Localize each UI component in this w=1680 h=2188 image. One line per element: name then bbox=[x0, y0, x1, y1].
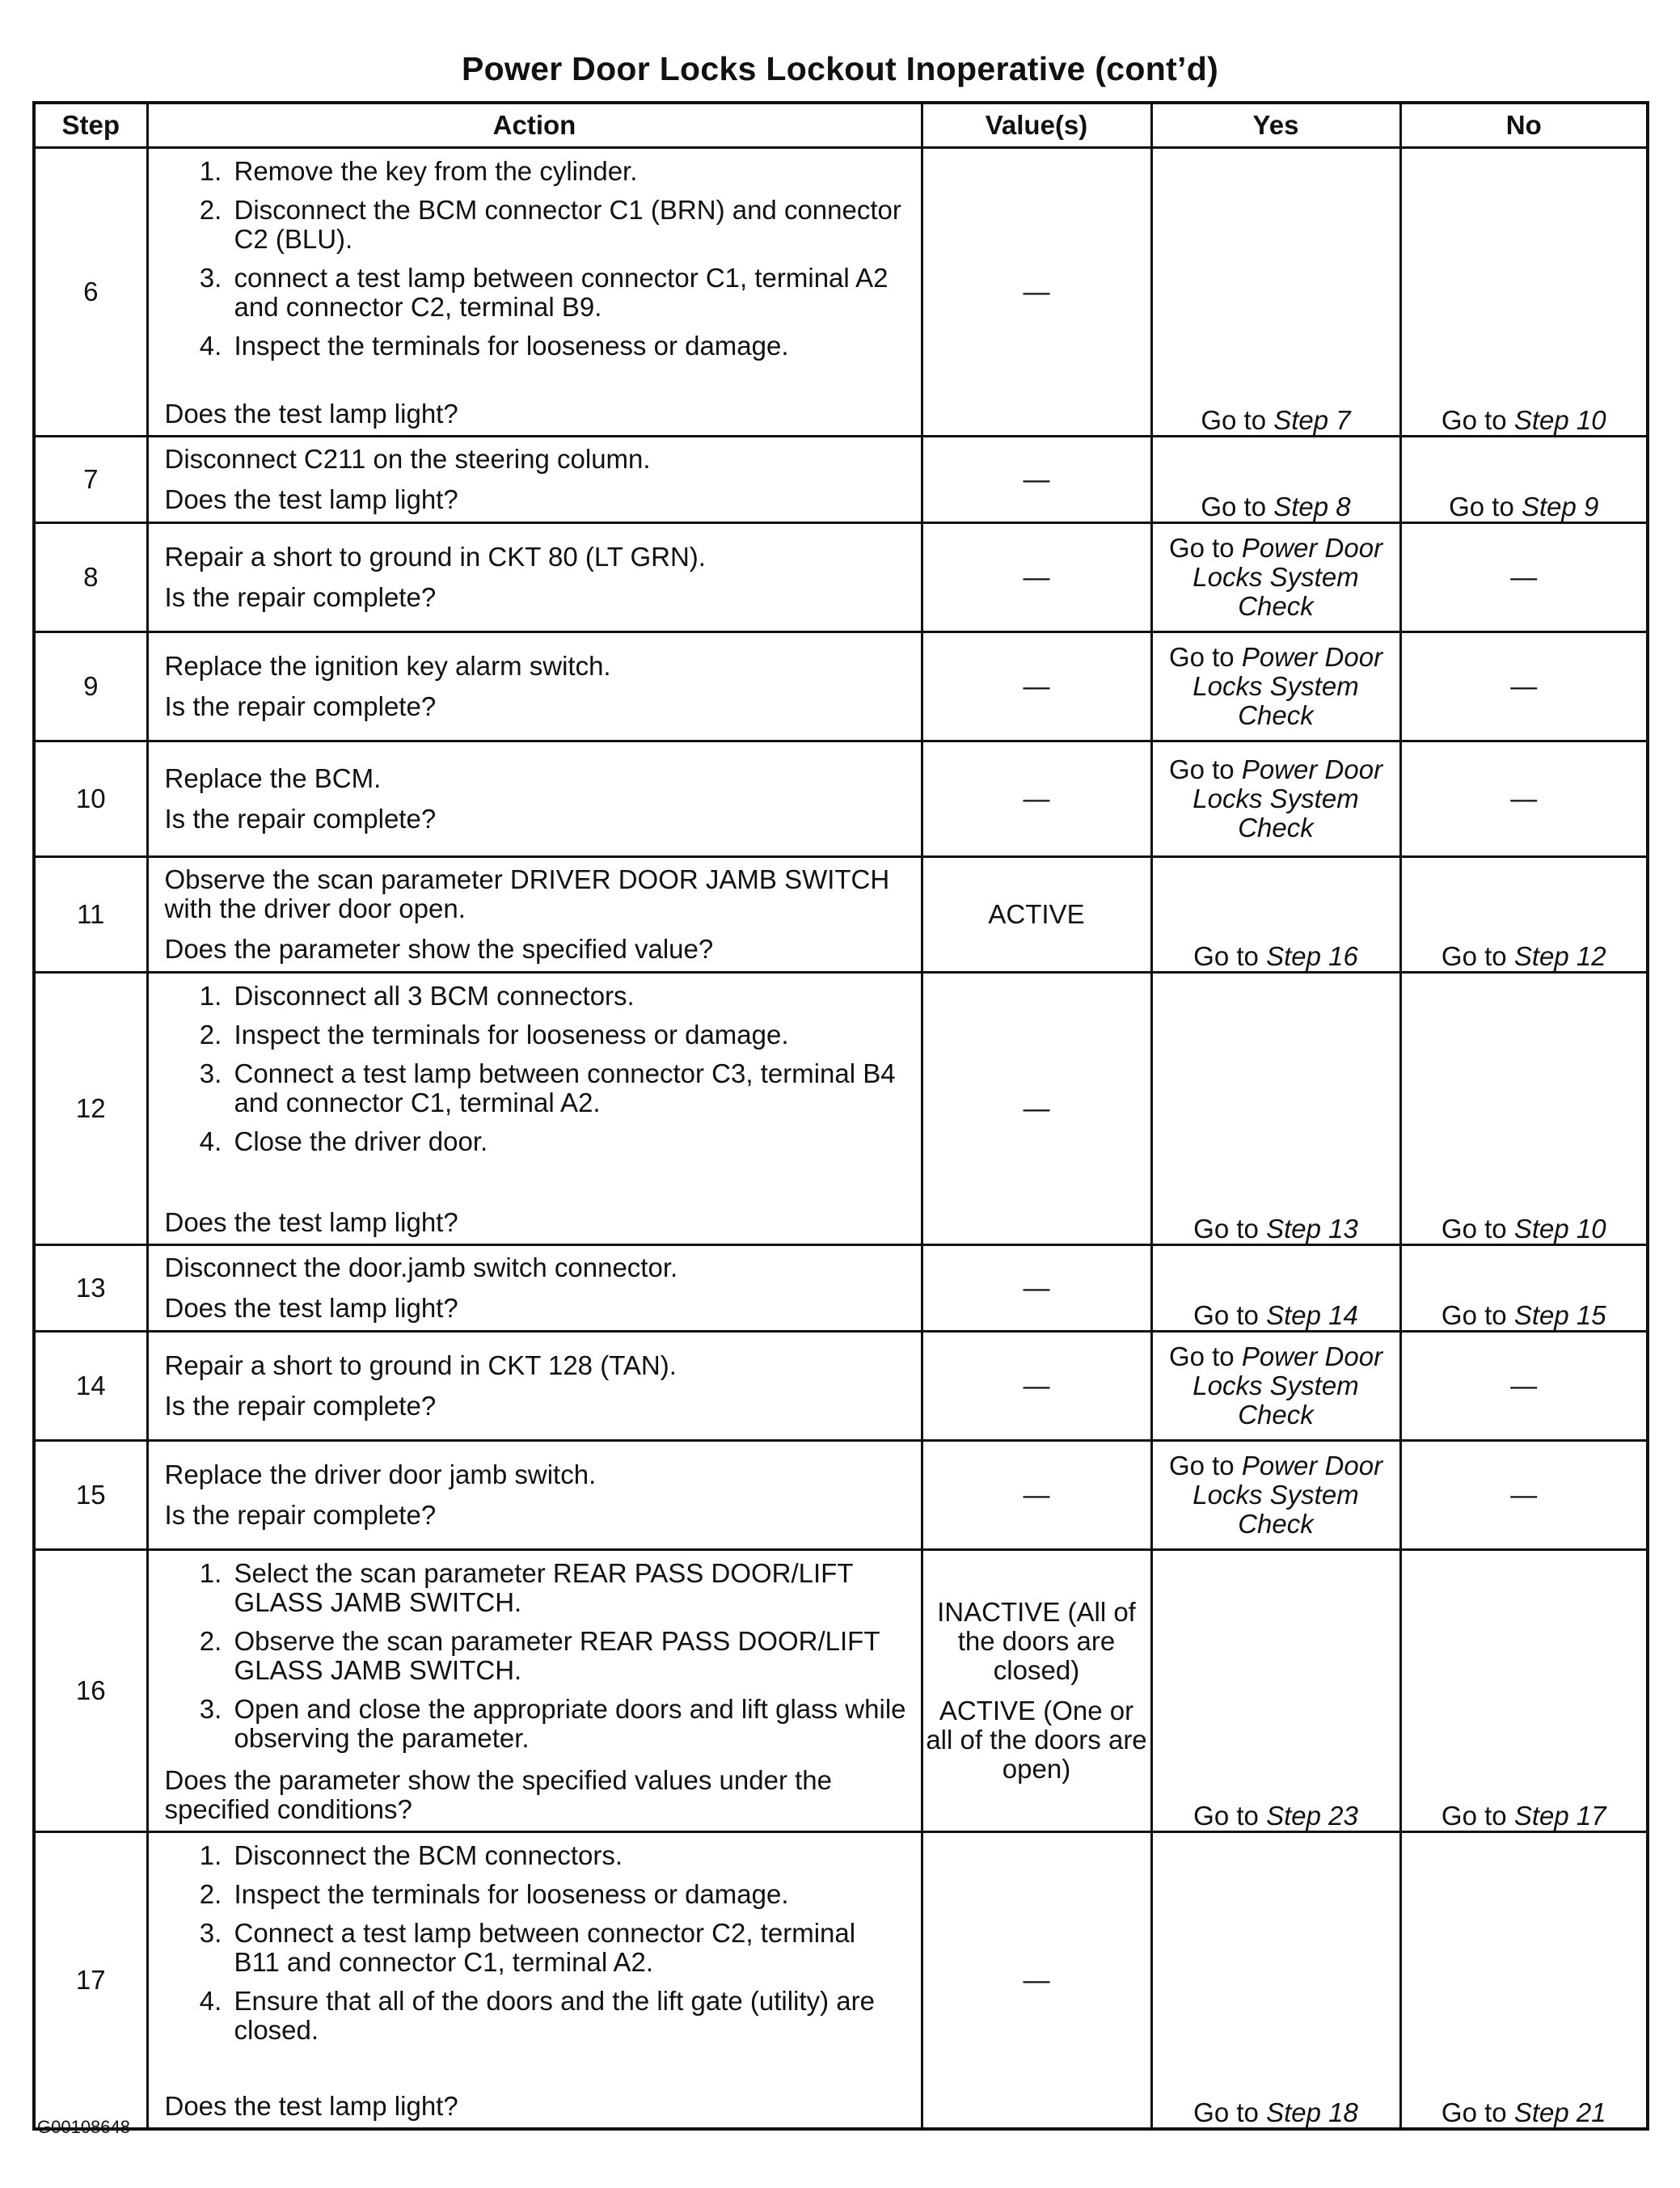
value-cell bbox=[922, 1332, 1151, 1441]
value-text: — bbox=[1023, 277, 1050, 306]
action-content bbox=[149, 858, 921, 971]
action-question: Is the repair complete? bbox=[164, 691, 437, 721]
goto-prefix: Go to bbox=[1441, 1801, 1507, 1831]
action-statement: Replace the ignition key alarm switch. bbox=[164, 651, 611, 681]
step-number: 14 bbox=[34, 1332, 147, 1441]
yes-cell bbox=[1151, 1245, 1400, 1332]
goto-prefix: Go to bbox=[1193, 1214, 1259, 1244]
goto-prefix: Go to bbox=[1193, 2097, 1259, 2127]
value-text: — bbox=[1023, 1965, 1050, 1995]
value-text: INACTIVE (All of the doors are closed) bbox=[937, 1597, 1136, 1685]
value-text: ACTIVE (One or all of the doors are open) bbox=[926, 1696, 1147, 1784]
action-statement: Disconnect C211 on the steering column. bbox=[164, 444, 651, 474]
action-cell bbox=[147, 148, 922, 437]
yes-cell bbox=[1151, 1332, 1400, 1441]
value-list bbox=[923, 1598, 1150, 1784]
no-dash: — bbox=[1510, 1371, 1538, 1400]
value-text: — bbox=[1023, 1093, 1050, 1123]
header-values: Value(s) bbox=[922, 103, 1151, 148]
no-cell bbox=[1400, 857, 1648, 973]
action-step-item: 4. Close the driver door. bbox=[230, 1127, 908, 1156]
value-cell bbox=[922, 523, 1151, 632]
step-number: 6 bbox=[34, 148, 147, 437]
action-step-item: 1. Remove the key from the cylinder. bbox=[230, 157, 908, 186]
value-cell bbox=[922, 1550, 1151, 1832]
value-text: — bbox=[1023, 1480, 1050, 1510]
action-content bbox=[149, 149, 921, 435]
step-number: 8 bbox=[34, 523, 147, 632]
goto-prefix: Go to bbox=[1168, 1451, 1235, 1480]
action-question: Is the repair complete? bbox=[164, 582, 437, 612]
goto-prefix: Go to bbox=[1201, 405, 1267, 435]
value-cell bbox=[922, 857, 1151, 973]
goto-step-link[interactable]: Step 12 bbox=[1513, 941, 1606, 971]
no-dash: — bbox=[1510, 562, 1538, 592]
goto-prefix: Go to bbox=[1193, 941, 1259, 971]
action-question: Does the test lamp light? bbox=[164, 484, 458, 514]
goto-step-link[interactable]: Step 16 bbox=[1266, 941, 1358, 971]
action-statement: Repair a short to ground in CKT 128 (TAN). bbox=[164, 1350, 677, 1380]
action-step-item: 2. Inspect the terminals for looseness or damage. bbox=[230, 1880, 908, 1909]
goto-step-link[interactable]: Step 13 bbox=[1266, 1214, 1358, 1244]
value-cell bbox=[922, 1441, 1151, 1550]
step-number: 12 bbox=[34, 973, 147, 1245]
action-cell bbox=[147, 1832, 922, 2130]
no-cell bbox=[1400, 1550, 1648, 1832]
action-cell bbox=[147, 437, 922, 523]
table-row bbox=[34, 741, 1648, 857]
action-cell bbox=[147, 973, 922, 1245]
no-cell bbox=[1400, 632, 1648, 741]
action-content bbox=[149, 1246, 921, 1330]
action-steps-list bbox=[165, 1559, 908, 1753]
no-dash: — bbox=[1510, 671, 1538, 701]
goto-prefix: Go to bbox=[1449, 492, 1514, 522]
action-step-item: 2. Disconnect the BCM connector C1 (BRN) and connector C2 (BLU). bbox=[230, 196, 908, 254]
value-text: — bbox=[1023, 671, 1050, 701]
action-question: Is the repair complete? bbox=[164, 1500, 437, 1530]
step-number: 15 bbox=[34, 1441, 147, 1550]
value-cell bbox=[922, 741, 1151, 857]
no-cell bbox=[1400, 741, 1648, 857]
step-number: 11 bbox=[34, 857, 147, 973]
goto-prefix: Go to bbox=[1168, 1341, 1235, 1371]
action-question: Does the test lamp light? bbox=[164, 399, 458, 429]
action-step-item: 3. Connect a test lamp between connector C3, terminal B4 and connector C1, terminal A2. bbox=[230, 1059, 908, 1117]
action-step-item: 2. Inspect the terminals for looseness or damage. bbox=[230, 1020, 908, 1050]
no-cell bbox=[1400, 973, 1648, 1245]
action-step-item: 2. Observe the scan parameter REAR PASS DOOR/LIFT GLASS JAMB SWITCH. bbox=[230, 1627, 908, 1685]
table-row bbox=[34, 1550, 1648, 1832]
action-content bbox=[149, 742, 921, 855]
action-content bbox=[149, 633, 921, 740]
goto-prefix: Go to bbox=[1193, 1801, 1259, 1831]
action-cell bbox=[147, 1332, 922, 1441]
action-content bbox=[149, 524, 921, 631]
action-statement: Repair a short to ground in CKT 80 (LT GRN). bbox=[164, 542, 706, 572]
yes-cell bbox=[1151, 1441, 1400, 1550]
goto-step-link[interactable]: Step 8 bbox=[1273, 492, 1351, 522]
goto-target-link[interactable]: Power Door Locks System Check bbox=[1192, 1451, 1383, 1539]
action-steps-list bbox=[165, 1841, 908, 2045]
value-text: — bbox=[1023, 784, 1050, 813]
goto-step-link[interactable]: Step 10 bbox=[1513, 405, 1606, 435]
no-dash: — bbox=[1510, 1480, 1538, 1510]
page-title: Power Door Locks Lockout Inoperative (cont’d) bbox=[461, 50, 1219, 87]
action-cell bbox=[147, 1245, 922, 1332]
action-question: Does the test lamp light? bbox=[164, 2091, 458, 2121]
table-row bbox=[34, 437, 1648, 523]
action-statement: Replace the BCM. bbox=[164, 763, 382, 793]
goto-prefix: Go to bbox=[1441, 1214, 1507, 1244]
value-text: — bbox=[1023, 464, 1050, 494]
step-number: 9 bbox=[34, 632, 147, 741]
yes-cell bbox=[1151, 741, 1400, 857]
no-dash: — bbox=[1510, 784, 1538, 813]
no-cell bbox=[1400, 148, 1648, 437]
yes-cell bbox=[1151, 857, 1400, 973]
action-content bbox=[149, 974, 921, 1244]
yes-cell bbox=[1151, 1550, 1400, 1832]
yes-cell bbox=[1151, 1832, 1400, 2130]
action-question: Does the parameter show the specified value? bbox=[164, 934, 714, 964]
value-cell bbox=[922, 973, 1151, 1245]
goto-target-link[interactable]: Power Door Locks System Check bbox=[1192, 642, 1383, 730]
yes-cell bbox=[1151, 632, 1400, 741]
action-step-item: 4. Inspect the terminals for looseness or damage. bbox=[230, 332, 908, 361]
table-row bbox=[34, 857, 1648, 973]
action-step-item: 3. Connect a test lamp between connector C2, terminal B11 and connector C1, terminal A2. bbox=[230, 1919, 908, 1977]
table-row bbox=[34, 523, 1648, 632]
goto-target-link[interactable]: Power Door Locks System Check bbox=[1192, 754, 1383, 843]
table-row bbox=[34, 973, 1648, 1245]
value-cell bbox=[922, 148, 1151, 437]
action-cell bbox=[147, 857, 922, 973]
action-step-item: 3. Open and close the appropriate doors and lift glass while observing the parameter. bbox=[230, 1695, 908, 1753]
figure-id: G00108648 bbox=[37, 2117, 130, 2137]
action-question: Does the test lamp light? bbox=[164, 1293, 458, 1323]
goto-prefix: Go to bbox=[1193, 1300, 1259, 1330]
no-cell bbox=[1400, 1832, 1648, 2130]
goto-prefix: Go to bbox=[1168, 754, 1235, 784]
goto-prefix: Go to bbox=[1168, 642, 1235, 672]
goto-prefix: Go to bbox=[1441, 405, 1507, 435]
yes-cell bbox=[1151, 973, 1400, 1245]
value-cell bbox=[922, 437, 1151, 523]
header-action: Action bbox=[147, 103, 922, 148]
action-content bbox=[149, 1333, 921, 1439]
action-cell bbox=[147, 1550, 922, 1832]
step-number: 17 bbox=[34, 1832, 147, 2130]
goto-step-link[interactable]: Step 18 bbox=[1266, 2097, 1358, 2127]
action-step-item: 1. Disconnect the BCM connectors. bbox=[230, 1841, 908, 1870]
goto-prefix: Go to bbox=[1441, 1300, 1507, 1330]
action-content bbox=[149, 1833, 921, 2127]
value-text: — bbox=[1023, 562, 1050, 592]
no-cell bbox=[1400, 1441, 1648, 1550]
goto-step-link[interactable]: Step 9 bbox=[1521, 492, 1599, 522]
goto-step-link[interactable]: Step 23 bbox=[1266, 1801, 1358, 1831]
table-row bbox=[34, 1832, 1648, 2130]
value-text: — bbox=[1023, 1273, 1050, 1303]
value-cell bbox=[922, 1832, 1151, 2130]
goto-prefix: Go to bbox=[1441, 2097, 1507, 2127]
value-cell bbox=[922, 1245, 1151, 1332]
action-content bbox=[149, 1442, 921, 1548]
goto-step-link[interactable]: Step 14 bbox=[1266, 1300, 1358, 1330]
action-question: Is the repair complete? bbox=[164, 1391, 437, 1421]
table-row bbox=[34, 148, 1648, 437]
action-content bbox=[149, 1551, 921, 1831]
diagnostic-table bbox=[32, 101, 1649, 2131]
value-text: — bbox=[1023, 1371, 1050, 1400]
action-question: Does the parameter show the specified values under the specified conditions? bbox=[164, 1765, 832, 1824]
table-row bbox=[34, 1441, 1648, 1550]
action-steps-list bbox=[165, 157, 908, 361]
step-number: 16 bbox=[34, 1550, 147, 1832]
table-row bbox=[34, 1332, 1648, 1441]
table-header-row bbox=[34, 103, 1648, 148]
action-statement: Disconnect the door.jamb switch connector. bbox=[164, 1252, 678, 1282]
table-body bbox=[34, 148, 1648, 2130]
action-statement: Replace the driver door jamb switch. bbox=[164, 1459, 597, 1489]
goto-target-link[interactable]: Power Door Locks System Check bbox=[1192, 533, 1383, 621]
action-question: Does the test lamp light? bbox=[164, 1207, 458, 1237]
value-cell bbox=[922, 632, 1151, 741]
action-cell bbox=[147, 1441, 922, 1550]
goto-step-link[interactable]: Step 15 bbox=[1513, 1300, 1606, 1330]
no-cell bbox=[1400, 523, 1648, 632]
action-steps-list bbox=[165, 982, 908, 1156]
action-step-item: 1. Disconnect all 3 BCM connectors. bbox=[230, 982, 908, 1011]
action-step-item: 1. Select the scan parameter REAR PASS DOOR/LIFT GLASS JAMB SWITCH. bbox=[230, 1559, 908, 1617]
action-statement: Observe the scan parameter DRIVER DOOR JAMB SWITCH with the driver door open. bbox=[164, 864, 890, 923]
table-row bbox=[34, 1245, 1648, 1332]
no-cell bbox=[1400, 1245, 1648, 1332]
step-number: 13 bbox=[34, 1245, 147, 1332]
no-cell bbox=[1400, 1332, 1648, 1441]
step-number: 7 bbox=[34, 437, 147, 523]
action-cell bbox=[147, 523, 922, 632]
goto-step-link[interactable]: Step 10 bbox=[1513, 1214, 1606, 1244]
yes-cell bbox=[1151, 437, 1400, 523]
action-step-item: 4. Ensure that all of the doors and the lift gate (utility) are closed. bbox=[230, 1987, 908, 2045]
goto-step-link[interactable]: Step 7 bbox=[1273, 405, 1351, 435]
goto-prefix: Go to bbox=[1201, 492, 1267, 522]
table-row bbox=[34, 632, 1648, 741]
goto-prefix: Go to bbox=[1441, 941, 1507, 971]
yes-cell bbox=[1151, 148, 1400, 437]
goto-step-link[interactable]: Step 17 bbox=[1513, 1801, 1606, 1831]
action-content bbox=[149, 437, 921, 522]
yes-cell bbox=[1151, 523, 1400, 632]
header-step: Step bbox=[34, 103, 147, 148]
action-step-item: 3. connect a test lamp between connector C1, terminal A2 and connector C2, terminal B9. bbox=[230, 264, 908, 322]
goto-target-link[interactable]: Power Door Locks System Check bbox=[1192, 1341, 1383, 1430]
action-cell bbox=[147, 632, 922, 741]
value-text: ACTIVE bbox=[988, 899, 1085, 929]
action-question: Is the repair complete? bbox=[164, 804, 437, 834]
no-cell bbox=[1400, 437, 1648, 523]
action-cell bbox=[147, 741, 922, 857]
goto-prefix: Go to bbox=[1168, 533, 1235, 563]
header-yes: Yes bbox=[1151, 103, 1400, 148]
header-no: No bbox=[1400, 103, 1648, 148]
goto-step-link[interactable]: Step 21 bbox=[1513, 2097, 1606, 2127]
step-number: 10 bbox=[34, 741, 147, 857]
